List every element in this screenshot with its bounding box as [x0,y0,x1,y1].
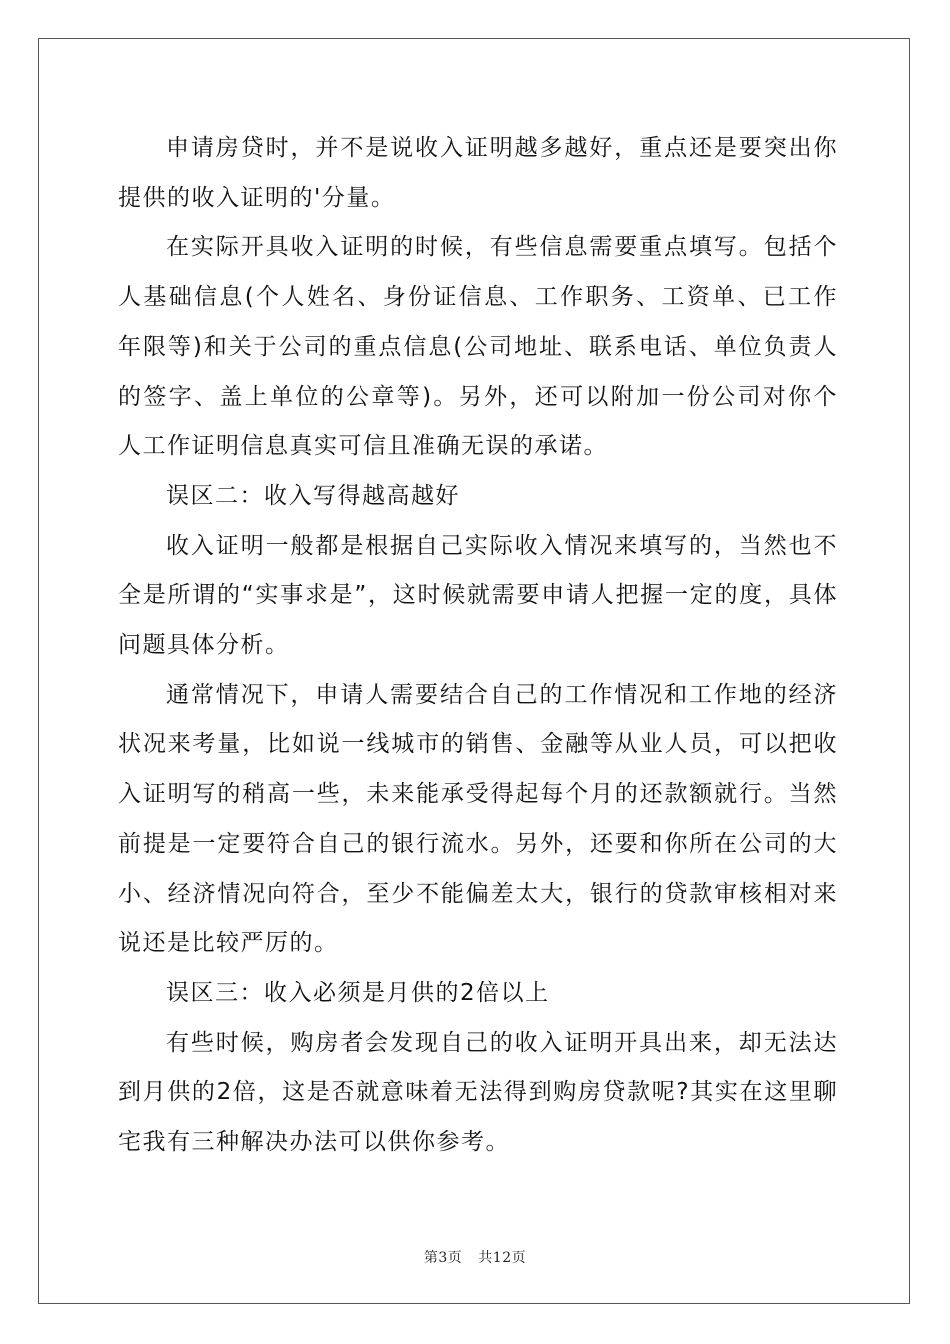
total-page-count: 共12页 [478,1250,527,1266]
document-body [118,124,838,1168]
paragraph: 申请房贷时，并不是说收入证明越多越好，重点还是要突出你提供的收入证明的'分量。 [118,135,838,211]
current-page-number: 第3页 [423,1250,463,1266]
paragraph: 通常情况下，申请人需要结合自己的工作情况和工作地的经济状况来考量，比如说一线城市的销售、金融等从业人员，可以把收入证明写的稍高一些，未来能承受得起每个月的还款额就行。当然前提是一定要符合自己的银行流水。另外，还要和你所在公司的大小、经济情况向符合，至少不能偏差太大，银行的贷款审核相对来说还是比较严厉的。 [118,681,838,957]
paragraph: 在实际开具收入证明的时候，有些信息需要重点填写。包括个人基础信息(个人姓名、身份证信息、工作职务、工资单、已工作年限等)和关于公司的重点信息(公司地址、联系电话、单位负责人的签字、盖上单位的公章等)。另外，还可以附加一份公司对你个人工作证明信息真实可信且准确无误的承诺。 [118,234,838,460]
section-heading: 误区二：收入写得越高越好 [166,482,460,509]
paragraph: 收入证明一般都是根据自己实际收入情况来填写的，当然也不全是所谓的“实事求是”，这时候就需要申请人把握一定的度，具体问题具体分析。 [118,532,838,659]
paragraph: 有些时候，购房者会发现自己的收入证明开具出来，却无法达到月供的2倍，这是否就意味着无法得到购房贷款呢?其实在这里聊宅我有三种解决办法可以供你参考。 [118,1029,838,1156]
page-footer [0,1247,950,1267]
section-heading: 误区三：收入必须是月供的2倍以上 [166,979,550,1006]
